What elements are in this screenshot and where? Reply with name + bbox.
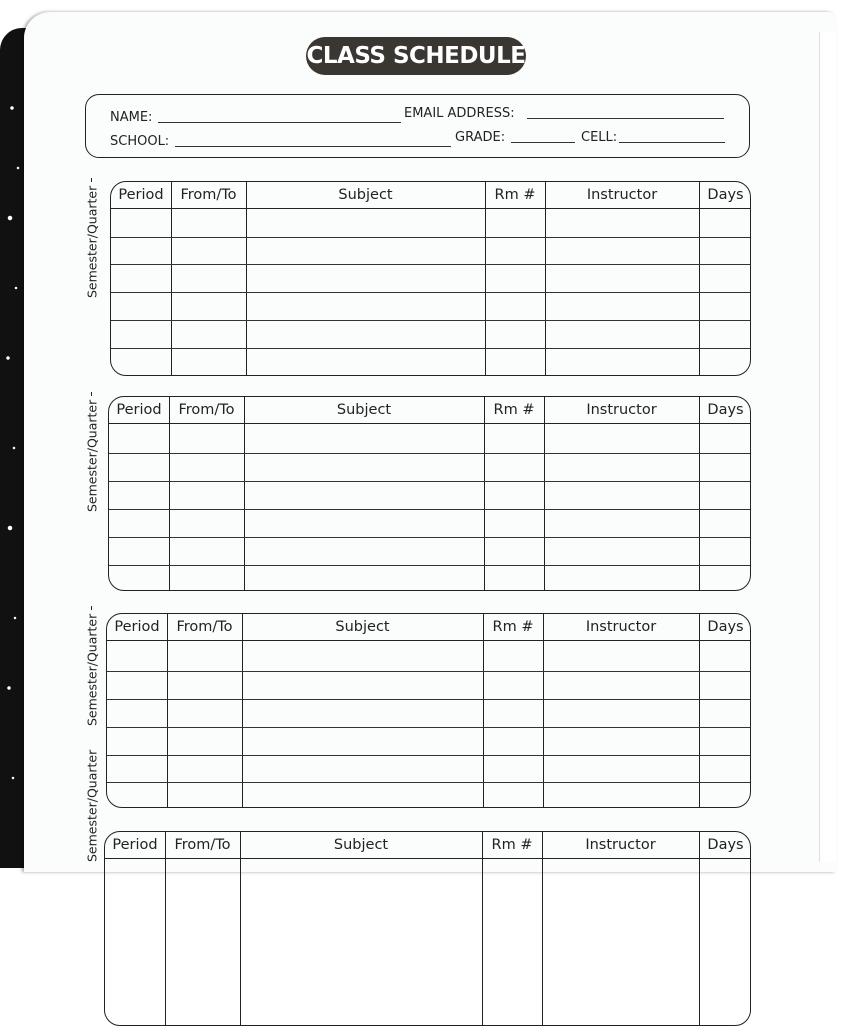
column-header-subject: Subject bbox=[338, 187, 393, 203]
semester-quarter-label: Semester/Quarter bbox=[84, 749, 100, 862]
semester-quarter-label: Semester/Quarter bbox=[84, 606, 100, 726]
semester-quarter-label: Semester/Quarter bbox=[84, 178, 100, 298]
column-header-period: Period bbox=[112, 837, 158, 853]
grade-label: GRADE: bbox=[455, 130, 506, 145]
grade-field[interactable] bbox=[511, 142, 575, 143]
student-info-box bbox=[85, 94, 750, 158]
column-header-subject: Subject bbox=[336, 402, 392, 418]
schedule-table bbox=[108, 396, 751, 591]
column-header-instructor: Instructor bbox=[585, 619, 657, 635]
column-header-from-to: From/To bbox=[180, 187, 237, 203]
schedule-table bbox=[106, 613, 751, 808]
column-header-instructor: Instructor bbox=[586, 187, 658, 203]
email-label: EMAIL ADDRESS: bbox=[404, 106, 515, 121]
page-title: CLASS SCHEDULE bbox=[306, 37, 526, 75]
schedule-table bbox=[104, 831, 751, 1026]
column-header-days: Days bbox=[707, 187, 744, 203]
column-header-instructor: Instructor bbox=[586, 402, 657, 418]
column-header-days: Days bbox=[707, 402, 744, 418]
column-header-room: Rm # bbox=[492, 619, 534, 635]
column-header-room: Rm # bbox=[491, 837, 533, 853]
column-header-subject: Subject bbox=[333, 837, 389, 853]
column-header-from-to: From/To bbox=[178, 402, 235, 418]
school-label: SCHOOL: bbox=[110, 134, 170, 149]
column-header-period: Period bbox=[118, 187, 164, 203]
email-field[interactable] bbox=[527, 118, 724, 119]
column-header-instructor: Instructor bbox=[585, 837, 656, 853]
column-header-from-to: From/To bbox=[176, 619, 233, 635]
name-field[interactable] bbox=[158, 122, 401, 123]
school-field[interactable] bbox=[175, 146, 451, 147]
column-header-from-to: From/To bbox=[174, 837, 231, 853]
column-header-days: Days bbox=[707, 837, 744, 853]
name-label: NAME: bbox=[110, 110, 153, 125]
page-edge bbox=[819, 32, 836, 862]
cell-label: CELL: bbox=[581, 130, 618, 145]
column-header-room: Rm # bbox=[494, 187, 536, 203]
cell-field[interactable] bbox=[619, 142, 725, 143]
column-header-days: Days bbox=[707, 619, 744, 635]
schedule-table bbox=[110, 181, 751, 376]
column-header-room: Rm # bbox=[493, 402, 535, 418]
semester-quarter-label: Semester/Quarter bbox=[84, 392, 100, 512]
column-header-subject: Subject bbox=[335, 619, 390, 635]
column-header-period: Period bbox=[114, 619, 160, 635]
column-header-period: Period bbox=[116, 402, 162, 418]
